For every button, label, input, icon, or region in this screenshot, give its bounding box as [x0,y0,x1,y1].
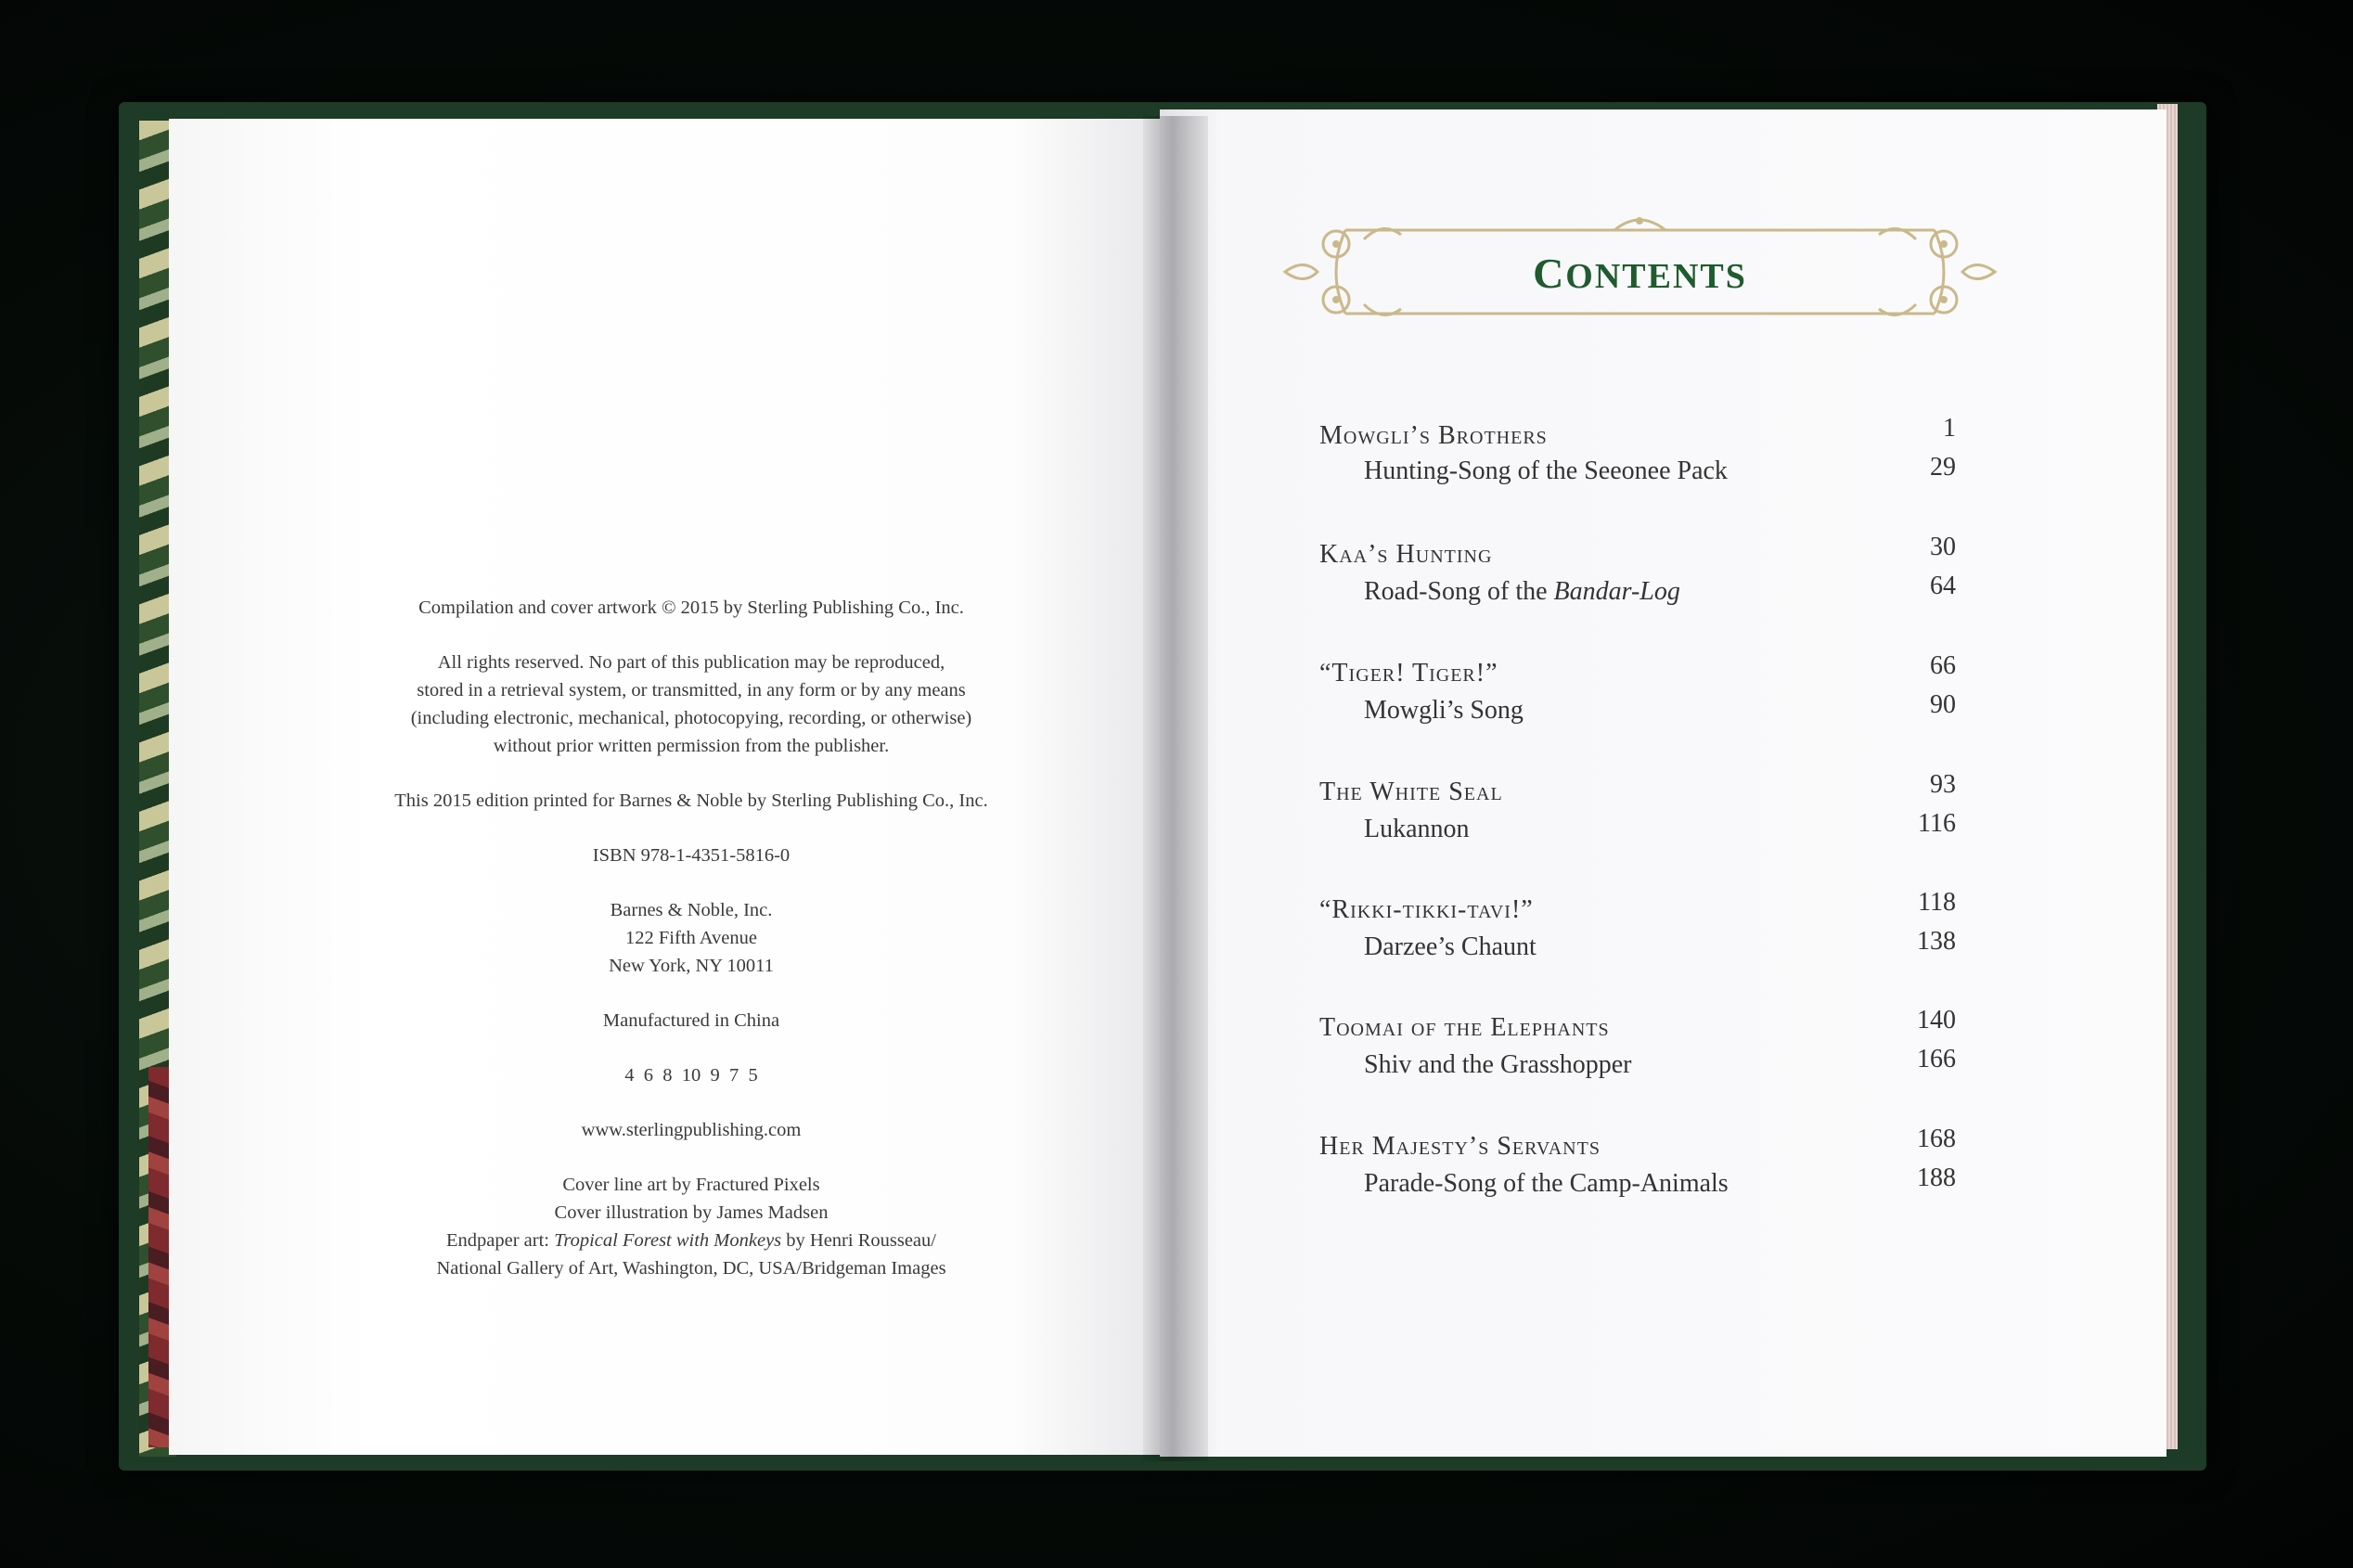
imprint-block [306,594,1076,1309]
edition-line: This 2015 edition printed for Barnes & Noble by Sterling Publishing Co., Inc. [394,790,988,811]
song-page: 116 [1918,809,1956,838]
chapter-page: 168 [1917,1125,1956,1153]
song-title: Parade-Song of the Camp-Animals [1364,1169,1729,1198]
rights-line: All rights reserved. No part of this publication may be reproduced, [437,652,945,673]
rights-statement [306,649,1076,760]
credit-endpaper-source: National Gallery of Art, Washington, DC, USA/Bridgeman Images [436,1258,946,1279]
credit-endpaper [306,1227,1076,1254]
address-line: Barnes & Noble, Inc. [610,900,773,920]
chapter-title: Toomai of the Elephants [1319,1013,1610,1042]
song-page: 138 [1917,927,1956,956]
chapter-page: 93 [1930,770,1956,799]
credit-line-art: Cover line art by Fractured Pixels [562,1175,820,1195]
rights-line: (including electronic, mechanical, photocopying, recording, or otherwise) [410,708,972,728]
chapter-title: Her Majesty’s Servants [1319,1132,1601,1161]
address-line: New York, NY 10011 [609,956,774,976]
credit-endpaper-title: Tropical Forest with Monkeys [554,1230,782,1251]
manufactured-line: Manufactured in China [602,1010,780,1031]
song-page: 166 [1917,1045,1956,1073]
contents-title-initial: C [1533,250,1566,297]
contents-title-rest: ONTENTS [1565,257,1747,296]
contents-title [1280,249,1999,298]
chapter-title: The White Seal [1319,778,1503,806]
rights-line: stored in a retrieval system, or transmitted, in any form or by any means [417,680,966,700]
song-title: Lukannon [1364,815,1470,843]
publisher-address [306,896,1076,980]
song-page: 64 [1930,572,1956,600]
book-gutter [1143,116,1208,1461]
chapter-title: Mowgli’s Brothers [1319,421,1548,450]
copyright-line: Compilation and cover artwork © 2015 by Sterling Publishing Co., Inc. [418,598,964,618]
isbn: ISBN 978-1-4351-5816-0 [592,845,791,866]
chapter-page: 140 [1917,1006,1956,1035]
printing-line: 4 6 8 10 9 7 5 [624,1065,758,1086]
chapter-title: “Rikki-tikki-tavi!” [1319,895,1534,924]
song-title [1364,577,1680,607]
song-title: Mowgli’s Song [1364,696,1524,725]
song-title-prefix: Road-Song of the [1364,577,1554,606]
chapter-page: 30 [1930,533,1956,561]
song-page: 29 [1930,453,1956,482]
address-line: 122 Fifth Avenue [625,928,757,948]
chapter-title: Kaa’s Hunting [1319,540,1493,569]
song-page: 188 [1917,1163,1956,1192]
song-title: Shiv and the Grasshopper [1364,1050,1632,1079]
credit-endpaper-suffix: by Henri Rousseau/ [781,1230,936,1251]
rights-line: without prior written permission from the publisher. [493,736,890,756]
credits [306,1171,1076,1282]
chapter-title: “Tiger! Tiger!” [1319,659,1498,688]
chapter-page: 66 [1930,651,1956,680]
website: www.sterlingpublishing.com [581,1120,802,1140]
chapter-page: 118 [1918,888,1956,917]
song-title: Darzee’s Chaunt [1364,932,1537,961]
contents-header [1280,212,1999,332]
song-title-italic: Bandar-Log [1553,577,1680,606]
song-title: Hunting-Song of the Seeonee Pack [1364,456,1728,485]
song-page: 90 [1930,690,1956,719]
credit-endpaper-prefix: Endpaper art: [446,1230,555,1251]
chapter-page: 1 [1943,414,1956,443]
credit-illustration: Cover illustration by James Madsen [554,1202,829,1223]
